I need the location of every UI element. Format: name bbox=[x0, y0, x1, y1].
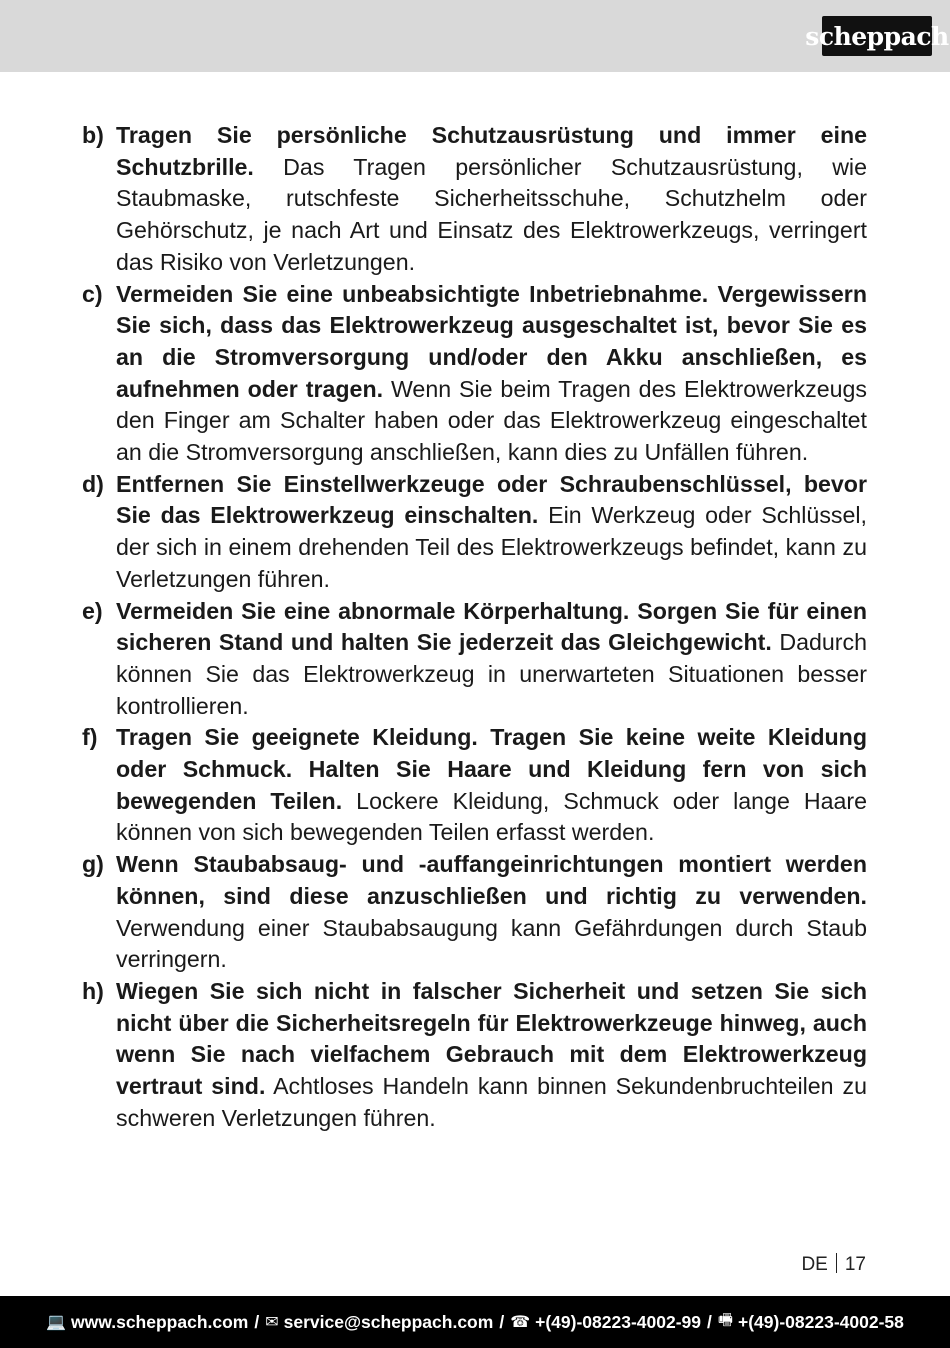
brand-logo: scheppach bbox=[822, 16, 932, 56]
footer-fax: +(49)-08223-4002-58 bbox=[738, 1311, 904, 1332]
item-text: Wenn Sie beim Tragen des Elektrowerkzeugs den Finger am Schalter haben oder das Elektrowerkzeug eingeschaltet an die Stromversorgung anschließen, kann dies zu Unfällen führen. bbox=[116, 375, 867, 466]
page-footer bbox=[0, 1296, 950, 1348]
footer-separator: / bbox=[707, 1311, 712, 1332]
computer-icon: 💻 bbox=[46, 1314, 67, 1331]
footer-phone: +(49)-08223-4002-99 bbox=[535, 1311, 702, 1332]
instruction-e bbox=[82, 596, 867, 723]
item-marker: e) bbox=[82, 597, 103, 624]
item-text: Dadurch können Sie das Elektrowerkzeug in unerwarteten Situationen besser kontrollieren. bbox=[116, 629, 867, 719]
item-heading: Wenn Staubabsaug- und -auffangeinrichtungen montiert werden können, sind diese anzuschließen und richtig zu verwenden. bbox=[116, 851, 867, 909]
fax-icon: 🖷 bbox=[717, 1311, 733, 1329]
footer-separator: / bbox=[499, 1311, 505, 1332]
footer-email[interactable]: service@scheppach.com bbox=[283, 1311, 494, 1332]
page-header bbox=[0, 0, 950, 72]
item-heading: Vermeiden Sie eine unbeabsichtigte Inbetriebnahme. Vergewissern Sie sich, dass das Elektrowerkzeug ausgeschaltet ist, bevor Sie es an die Stromversorgung und/oder den Akku anschließen, es aufnehmen oder tragen. bbox=[116, 280, 867, 402]
item-marker: b) bbox=[82, 122, 104, 148]
page-number-divider bbox=[836, 1253, 837, 1273]
item-marker: f) bbox=[82, 724, 98, 751]
item-heading: Tragen Sie persönliche Schutzausrüstung und immer eine Schutzbrille. bbox=[116, 122, 867, 180]
item-text: Das Tragen persönlicher Schutzausrüstung, wie Staubmaske, rutschfeste Sicherheitsschuhe, Schutzhelm oder Gehörschutz, je nach Art und Einsatz des Elektrowerkzeugs, verringert das Risiko von Verletzungen. bbox=[116, 153, 867, 275]
page-number bbox=[801, 1253, 866, 1276]
item-heading: Tragen Sie geeignete Kleidung. Tragen Sie keine weite Kleidung oder Schmuck. Halten Sie Haare und Kleidung fern von sich bewegenden Teilen. bbox=[116, 724, 867, 814]
language-code: DE bbox=[801, 1254, 828, 1275]
item-heading: Vermeiden Sie eine abnormale Körperhaltung. Sorgen Sie für einen sicheren Stand und halten Sie jederzeit das Gleichgewicht. bbox=[116, 597, 867, 656]
safety-instructions bbox=[82, 120, 867, 1135]
instruction-c bbox=[82, 279, 867, 469]
item-text: Lockere Kleidung, Schmuck oder lange Haare können von sich bewegenden Teilen erfasst werden. bbox=[116, 787, 867, 846]
footer-separator: / bbox=[254, 1311, 260, 1332]
item-heading: Entfernen Sie Einstellwerkzeuge oder Schraubenschlüssel, bevor Sie das Elektrowerkzeug einschalten. bbox=[116, 470, 867, 529]
instruction-b bbox=[82, 120, 867, 279]
phone-icon: ☎ bbox=[510, 1314, 531, 1331]
mail-icon: ✉ bbox=[265, 1314, 279, 1331]
item-text: Verwendung einer Staubabsaugung kann Gefährdungen durch Staub verringern. bbox=[116, 914, 867, 973]
footer-website[interactable]: www.scheppach.com bbox=[71, 1311, 249, 1332]
page-number-value: 17 bbox=[844, 1254, 866, 1275]
instruction-f bbox=[82, 722, 867, 849]
item-heading: Wiegen Sie sich nicht in falscher Sicherheit und setzen Sie sich nicht über die Sicherheitsregeln für Elektrowerkzeuge hinweg, auch wenn Sie nach vielfachem Gebrauch mit dem Elektrowerkzeug vertraut sind. bbox=[116, 977, 867, 1100]
instruction-d bbox=[82, 469, 867, 596]
item-marker: d) bbox=[82, 470, 104, 497]
item-marker: g) bbox=[82, 851, 104, 878]
item-marker: h) bbox=[82, 977, 104, 1004]
instruction-g bbox=[82, 849, 867, 976]
item-text: Ein Werkzeug oder Schlüssel, der sich in einem drehenden Teil des Elektrowerkzeugs befindet, kann zu Verletzungen führen. bbox=[116, 502, 867, 592]
instruction-h bbox=[82, 976, 867, 1135]
item-text: Achtloses Handeln kann binnen Sekundenbruchteilen zu schweren Verletzungen führen. bbox=[116, 1073, 867, 1131]
item-marker: c) bbox=[82, 280, 103, 307]
